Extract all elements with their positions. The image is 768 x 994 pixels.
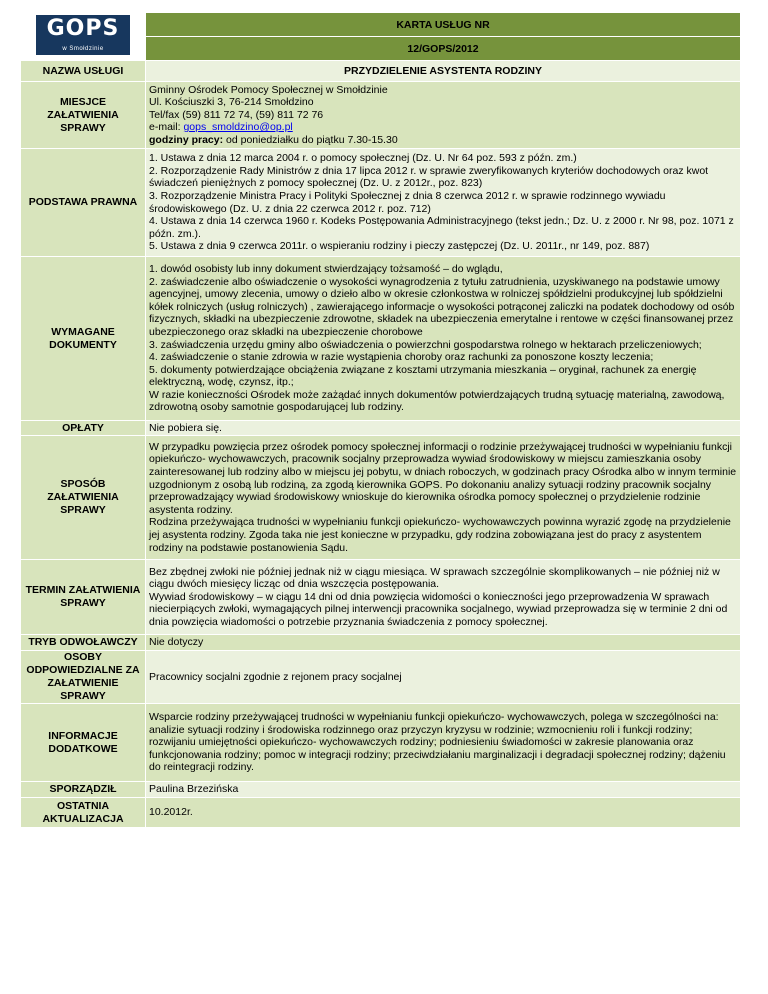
logo-subtext: w Smołdzinie (62, 46, 104, 52)
card-number: 12/GOPS/2012 (146, 37, 741, 61)
label-procedure: SPOSÓB ZAŁATWIENIA SPRAWY (21, 436, 146, 560)
value-service-name: PRZYDZIELENIE ASYSTENTA RODZINY (146, 61, 741, 82)
location-line-3: Tel/fax (59) 811 72 74, (59) 811 72 76 (149, 108, 324, 121)
card-title: KARTA USŁUG NR (146, 13, 741, 37)
logo-cell (21, 13, 146, 61)
location-line-2: Ul. Kościuszki 3, 76-214 Smołdzino (149, 96, 314, 109)
office-hours-label: godziny pracy: (149, 133, 224, 146)
email-prefix: e-mail: (149, 121, 184, 134)
value-fees: Nie pobiera się. (146, 421, 741, 436)
service-card-table (20, 12, 741, 828)
gops-logo (36, 15, 130, 55)
logo-text: GOPS (46, 16, 120, 41)
label-additional: INFORMACJE DODATKOWE (21, 704, 146, 782)
value-location (146, 82, 741, 149)
label-location: MIESJCE ZAŁATWIENIA SPRAWY (21, 82, 146, 149)
value-documents (146, 257, 741, 421)
row-documents (21, 257, 741, 421)
location-line-1: Gminny Ośrodek Pomocy Społecznej w Smołdzinie (149, 83, 388, 96)
legal-item: 4. Ustawa z dnia 14 czerwca 1960 r. Kodeks Postępowania Administracyjnego (tekst jedn.; Dz. U. z 2000 r. Nr 98, poz. 1071 z późn. zm.). (149, 215, 734, 240)
label-appeal: TRYB ODWOŁAWCZY (21, 635, 146, 651)
value-legal-basis (146, 149, 741, 257)
label-last-update: OSTATNIA AKTUALIZACJA (21, 798, 146, 828)
document-item: W razie konieczności Ośrodek może zażądać innych dokumentów potwierdzających trudną sytuację materialną, zawodową, zdrowotną osoby samotnie gospodarującej lub rodziny. (149, 388, 725, 414)
row-fees (21, 421, 741, 436)
legal-item: 1. Ustawa z dnia 12 marca 2004 r. o pomocy społecznej (Dz. U. Nr 64 poz. 593 z późn. zm.) (149, 152, 577, 165)
value-deadline (146, 560, 741, 635)
deadline-item: Bez zbędnej zwłoki nie później jednak niż w ciągu miesiąca. W sprawach szczególnie skomplikowanych – nie później niż w ciągu dwóch miesięcy licząc od dnia wszczęcia postępowania. (149, 565, 720, 591)
deadline-item: Wywiad środowiskowy – w ciągu 14 dni od dnia powzięcia widomości o konieczności jego przeprowadzenia W sprawach niecierpiących zwłoki, wymagających pilnej interwencji pracownika socjalnego, wywiad przeprowadza się w terminie 2 dni od dnia powzięcia wiadomości o potrzebie przyznania świadczenia z pomocy społecznej. (149, 590, 728, 628)
value-responsible: Pracownicy socjalni zgodnie z rejonem pracy socjalnej (146, 651, 741, 704)
office-hours-line (149, 134, 737, 147)
label-fees: OPŁATY (21, 421, 146, 436)
label-deadline: TERMIN ZAŁATWIENIA SPRAWY (21, 560, 146, 635)
label-documents: WYMAGANE DOKUMENTY (21, 257, 146, 421)
value-last-update: 10.2012r. (146, 798, 741, 828)
value-additional: Wsparcie rodziny przeżywającej trudności w wypełnianiu funkcji opiekuńczo- wychowawczych, polega w szczególności na: analizie sytuacji rodziny i środowiska rodzinnego oraz przyczyn kryzysu w rodzinie; wzmocnieniu roli i funkcji rodziny; rozwijaniu umiejętności opiekuńczo- wychowawczych rodziny; podniesieniu świadomości w zakresie planowania oraz funkcjonowania rodziny; pomoc w integracji rodziny; przeciwdziałaniu marginalizacji i degradacji społecznej rodziny; dążeniu do reintegracji rodziny. (146, 704, 741, 782)
document-item: 1. dowód osobisty lub inny dokument stwierdzający tożsamość – do wglądu, (149, 262, 503, 275)
row-additional (21, 704, 741, 782)
procedure-item: Rodzina przeżywająca trudności w wypełnianiu funkcji opiekuńczo- wychowawczych powinna wyrazić zgodę na przydzielenie jej asystenta rodziny. Zgoda taka nie jest konieczne w przypadku, gdy rodzina zobowiązana jest do pracy z asystentem rodziny na podstawie postanowienia Sądu. (149, 516, 731, 554)
row-location (21, 82, 741, 149)
legal-item: 5. Ustawa z dnia 9 czerwca 2011r. o wspieraniu rodziny i pieczy zastępczej (Dz. U. 2011r., nr 149, poz. 887) (149, 240, 650, 253)
value-procedure (146, 436, 741, 560)
row-service-name (21, 61, 741, 82)
legal-item: 3. Rozporządzenie Ministra Pracy i Polityki Społecznej z dnia 8 czerwca 2012 r. w sprawie rodzinnego wywiadu środowiskowego (Dz. U. z dnia 22 czerwca 2012 r. poz. 712) (149, 189, 666, 215)
row-prepared-by (21, 782, 741, 798)
row-legal-basis (21, 149, 741, 257)
document-item: 4. zaświadczenie o stanie zdrowia w razie wystąpienia choroby oraz rachunki za ponoszone koszty leczenia; (149, 351, 654, 364)
label-prepared-by: SPORZĄDZIŁ (21, 782, 146, 798)
row-responsible (21, 651, 741, 704)
document-item: 3. zaświadczenia urzędu gminy albo oświadczenia o powierzchni gospodarstwa rolnego w hektarach przeliczeniowych; (149, 338, 702, 351)
row-last-update (21, 798, 741, 828)
document-item: 2. zaświadczenie albo oświadczenie o wysokości wynagrodzenia z tytułu zatrudnienia, uzyskiwanego na podstawie umowy agencyjnej, umowy zlecenia, umowy o dzieło albo w okresie członkostwa w rolniczej spółdzielni produkcyjnej lub spółdzielni kółek rolniczych (usług rolniczych) , zawierającego informacje o wysokości potrąconej zaliczki na podatek dochodowy od osób fizycznych, składki na ubezpieczenie zdrowotne, składek na ubezpieczenia emerytalne i rentowe w części finansowanej przez ubezpieczonego oraz składki na ubezpieczenie chorobowe (149, 275, 735, 338)
label-responsible: OSOBY ODPOWIEDZIALNE ZA ZAŁATWIENIE SPRAWY (21, 651, 146, 704)
row-appeal (21, 635, 741, 651)
procedure-item: W przypadku powzięcia przez ośrodek pomocy społecznej informacji o rodzinie przeżywającej trudności w wypełnianiu funkcji opiekuńczo- wychowawczych, pracownik socjalny przeprowadza wywiad środowiskowy w miejscu zamieszkania osoby zainteresowanej lub rodziny albo w miejscu jej pobytu, w dniach roboczych, w godzinach pracy Ośrodka albo w innym terminie uzgodnionym z osobą lub rodziną, za zgodą kierownika GOPS. Po dokonaniu analizy sytuacji rodziny pracownik socjalny przeprowadzający wywiad środowiskowy wnioskuje do kierownika ośrodka pomocy społecznej o przydzielenie rodzinie asystenta rodziny. (149, 440, 737, 516)
value-prepared-by: Paulina Brzezińska (146, 782, 741, 798)
row-procedure (21, 436, 741, 560)
office-hours-value: od poniedziałku do piątku 7.30-15.30 (223, 133, 398, 146)
label-service-name: NAZWA USŁUGI (21, 61, 146, 82)
email-link[interactable]: gops_smoldzino@op.pl (183, 121, 293, 134)
document-item: 5. dokumenty potwierdzające obciążenia związane z kosztami utrzymania mieszkania – oryginał, rachunek za energię elektryczną, wodę, czynsz, itp.; (149, 363, 697, 389)
legal-item: 2. Rozporządzenie Rady Ministrów z dnia 17 lipca 2012 r. w sprawie zweryfikowanych kryteriów dochodowych oraz kwot świadczeń pieniężnych z pomocy społecznej (Dz. U. z 2012r., poz. 823) (149, 164, 709, 190)
row-deadline (21, 560, 741, 635)
value-appeal: Nie dotyczy (146, 635, 741, 651)
label-legal-basis: PODSTAWA PRAWNA (21, 149, 146, 257)
location-email-line (149, 121, 737, 134)
